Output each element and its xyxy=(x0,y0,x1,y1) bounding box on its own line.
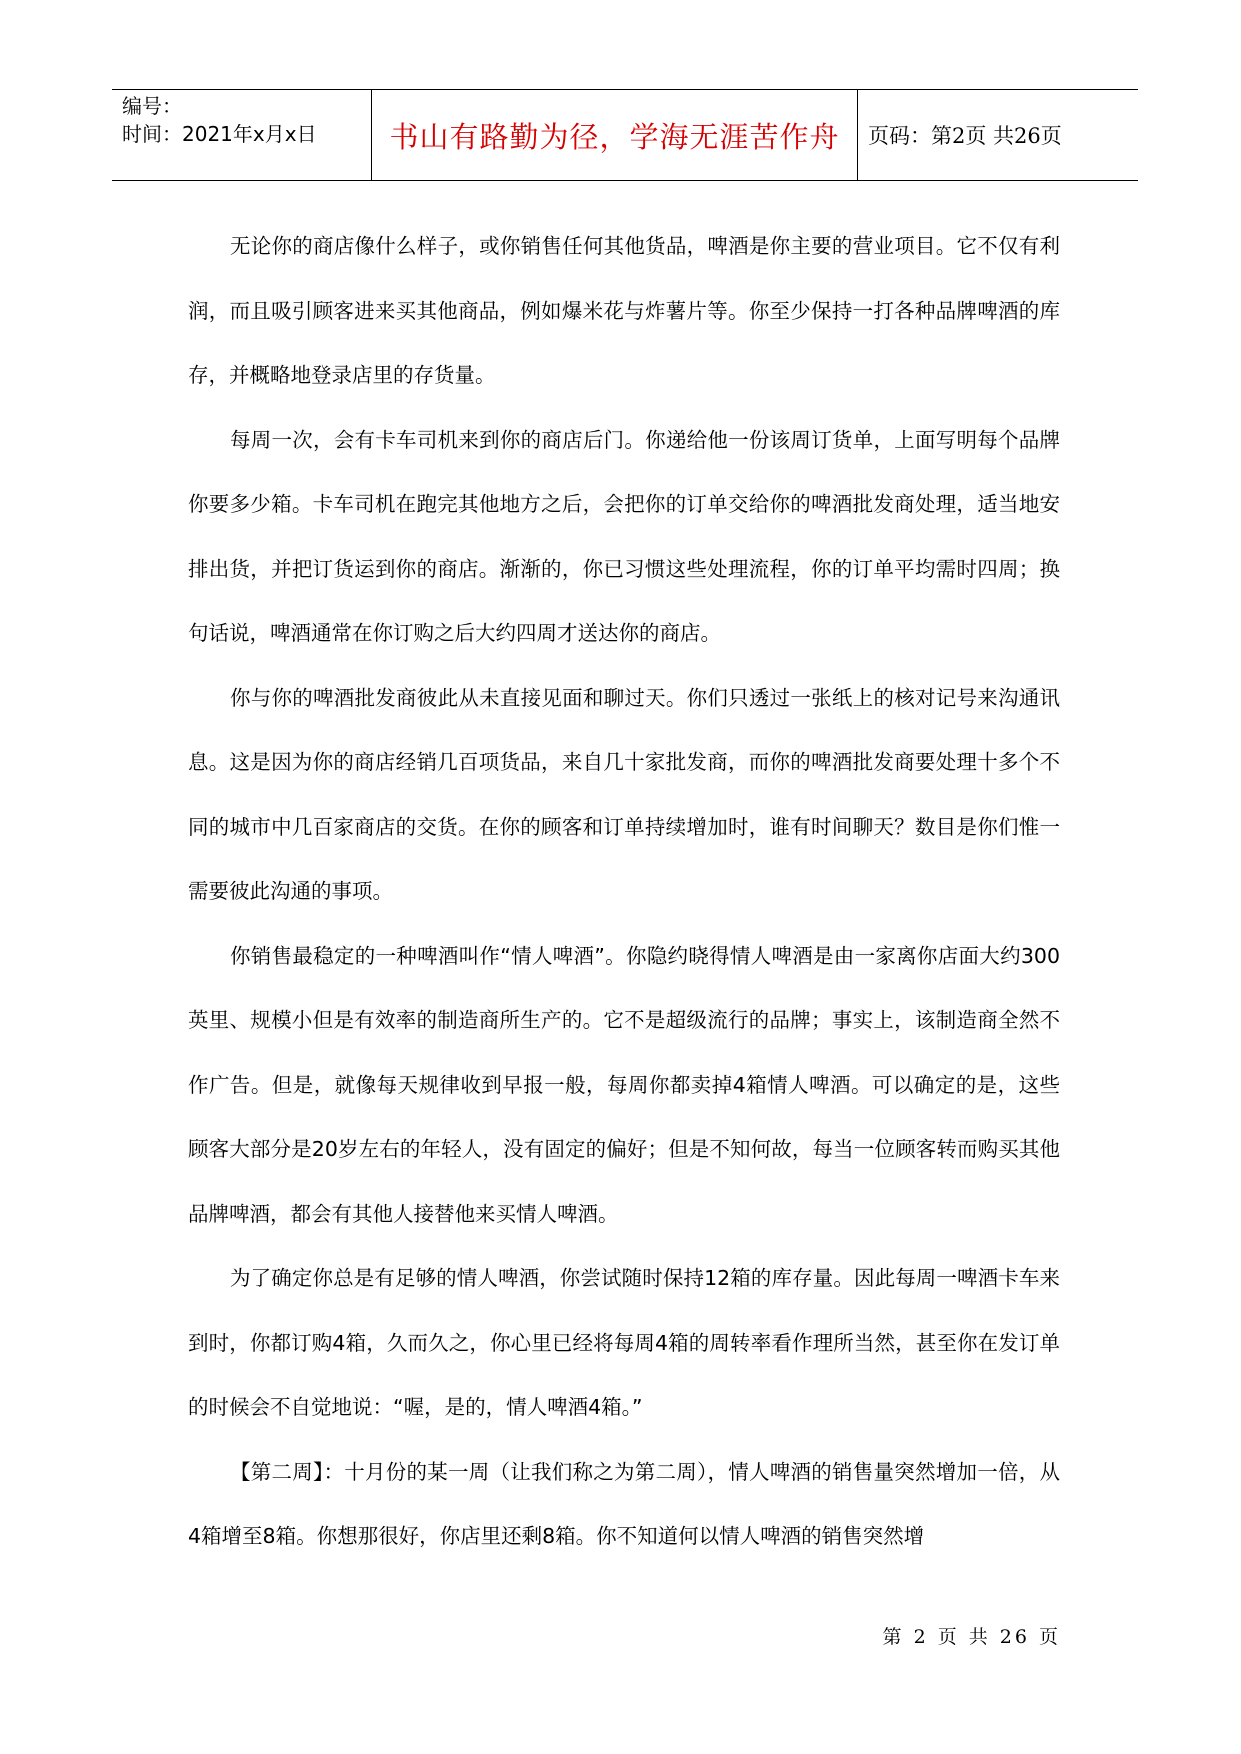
document-body xyxy=(188,214,1060,1569)
page-header xyxy=(112,89,1138,181)
header-divider xyxy=(857,90,858,180)
document-date: 时间：2021年x月x日 xyxy=(122,122,317,146)
body-paragraph: 无论你的商店像什么样子，或你销售任何其他货品，啤酒是你主要的营业项目。它不仅有利润，而且吸引顾客进来买其他商品，例如爆米花与炸薯片等。你至少保持一打各种品牌啤酒的库存，并概略地登录店里的存货量。 xyxy=(188,234,1060,387)
body-paragraph: 你与你的啤酒批发商彼此从未直接见面和聊过天。你们只透过一张纸上的核对记号来沟通讯息。这是因为你的商店经销几百项货品，来自几十家批发商，而你的啤酒批发商要处理十多个不同的城市中几百家商店的交货。在你的顾客和订单持续增加时，谁有时间聊天？数目是你们惟一需要彼此沟通的事项。 xyxy=(188,685,1060,903)
page-footer: 第 2 页 共 26 页 xyxy=(882,1626,1061,1648)
header-motto: 书山有路勤为径，学海无涯苦作舟 xyxy=(389,119,840,154)
document-number-label: 编号： xyxy=(122,94,182,118)
body-paragraph: 为了确定你总是有足够的情人啤酒，你尝试随时保持12箱的库存量。因此每周一啤酒卡车来到时，你都订购4箱，久而久之，你心里已经将每周4箱的周转率看作理所当然，甚至你在发订单的时候会不自觉地说：“喔，是的，情人啤酒4箱。” xyxy=(188,1266,1060,1419)
body-paragraph: 【第二周】：十月份的某一周（让我们称之为第二周），情人啤酒的销售量突然增加一倍，从4箱增至8箱。你想那很好，你店里还剩8箱。你不知道何以情人啤酒的销售突然增 xyxy=(188,1459,1060,1548)
header-page-number: 页码：第2页 共26页 xyxy=(868,124,1062,148)
body-paragraph: 你销售最稳定的一种啤酒叫作“情人啤酒”。你隐约晓得情人啤酒是由一家离你店面大约300英里、规模小但是有效率的制造商所生产的。它不是超级流行的品牌；事实上，该制造商全然不作广告。但是，就像每天规律收到早报一般，每周你都卖掉4箱情人啤酒。可以确定的是，这些顾客大部分是20岁左右的年轻人，没有固定的偏好；但是不知何故，每当一位顾客转而购买其他品牌啤酒，都会有其他人接替他来买情人啤酒。 xyxy=(188,943,1060,1226)
header-meta xyxy=(122,92,372,148)
body-paragraph: 每周一次，会有卡车司机来到你的商店后门。你递给他一份该周订货单，上面写明每个品牌你要多少箱。卡车司机在跑完其他地方之后，会把你的订单交给你的啤酒批发商处理，适当地安排出货，并把订货运到你的商店。渐渐的，你已习惯这些处理流程，你的订单平均需时四周；换句话说，啤酒通常在你订购之后大约四周才送达你的商店。 xyxy=(188,427,1060,645)
